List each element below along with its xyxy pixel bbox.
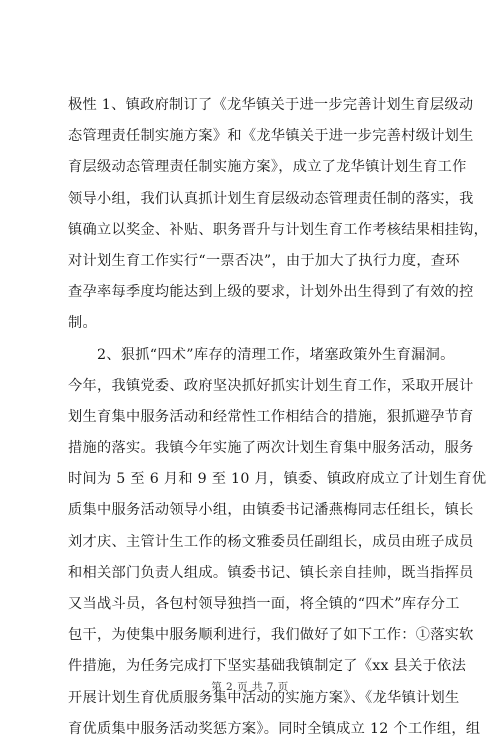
body-text xyxy=(68,90,489,745)
text-line: 划生育集中服务活动和经常性工作相结合的措施，狠抓避孕节育 xyxy=(68,408,474,425)
text-line: 又当战斗员，各包村领导独挡一面，将全镇的“四术”库存分工 xyxy=(68,596,460,612)
text-line: 2、狠抓“四术”库存的清理工作，堵塞政策外生育漏洞。 xyxy=(68,346,455,363)
text-line: 领导小组，我们认真抓计划生育层级动态管理责任制的落实，我 xyxy=(68,190,474,207)
text-line: 开展计划生育优质服务集中活动的实施方案》、《龙华镇计划生 xyxy=(68,689,460,706)
text-line: 育层级动态管理责任制实施方案》，成立了龙华镇计划生育工作 xyxy=(68,159,467,176)
text-line: 极性 1、镇政府制订了《龙华镇关于进一步完善计划生育层级动 xyxy=(68,97,474,113)
text-line: 质集中服务活动领导小组，由镇委书记潘燕梅同志任组长，镇长 xyxy=(68,502,474,519)
text-line: 措施的落实。我镇今年实施了两次计划生育集中服务活动，服务 xyxy=(68,440,474,457)
text-line: 镇确立以奖金、补贴、职务晋升与计划生育工作考核结果相挂钩， xyxy=(68,221,489,238)
text-line: 查孕率每季度均能达到上级的要求，计划外出生得到了有效的控 xyxy=(68,284,474,301)
text-line: 育优质集中服务活动奖惩方案》。同时全镇成立 12 个工作组，组 xyxy=(68,720,481,737)
text-line: 对计划生育工作实行“一票否决”，由于加大了执行力度，查环 xyxy=(68,252,460,269)
text-line: 时间为 5 至 6 月和 9 至 10 月，镇委、镇政府成立了计划生育优 xyxy=(68,471,487,488)
page-footer: 第 2 页 共 7 页 xyxy=(211,681,289,693)
text-line: 制。 xyxy=(68,315,97,332)
text-line: 和相关部门负责人组成。镇委书记、镇长亲自挂帅，既当指挥员 xyxy=(68,564,474,581)
text-line: 件措施，为任务完成打下坚实基础我镇制定了《xx 县关于依法 xyxy=(68,658,467,675)
text-line: 包干，为使集中服务顺利进行，我们做好了如下工作：①落实软 xyxy=(68,627,474,644)
text-line: 刘才庆、主管计生工作的杨文雅委员任副组长，成员由班子成员 xyxy=(68,533,474,550)
text-line: 今年，我镇党委、政府坚决抓好抓实计划生育工作，采取开展计 xyxy=(68,377,474,394)
text-line: 态管理责任制实施方案》和《龙华镇关于进一步完善村级计划生 xyxy=(68,128,474,145)
